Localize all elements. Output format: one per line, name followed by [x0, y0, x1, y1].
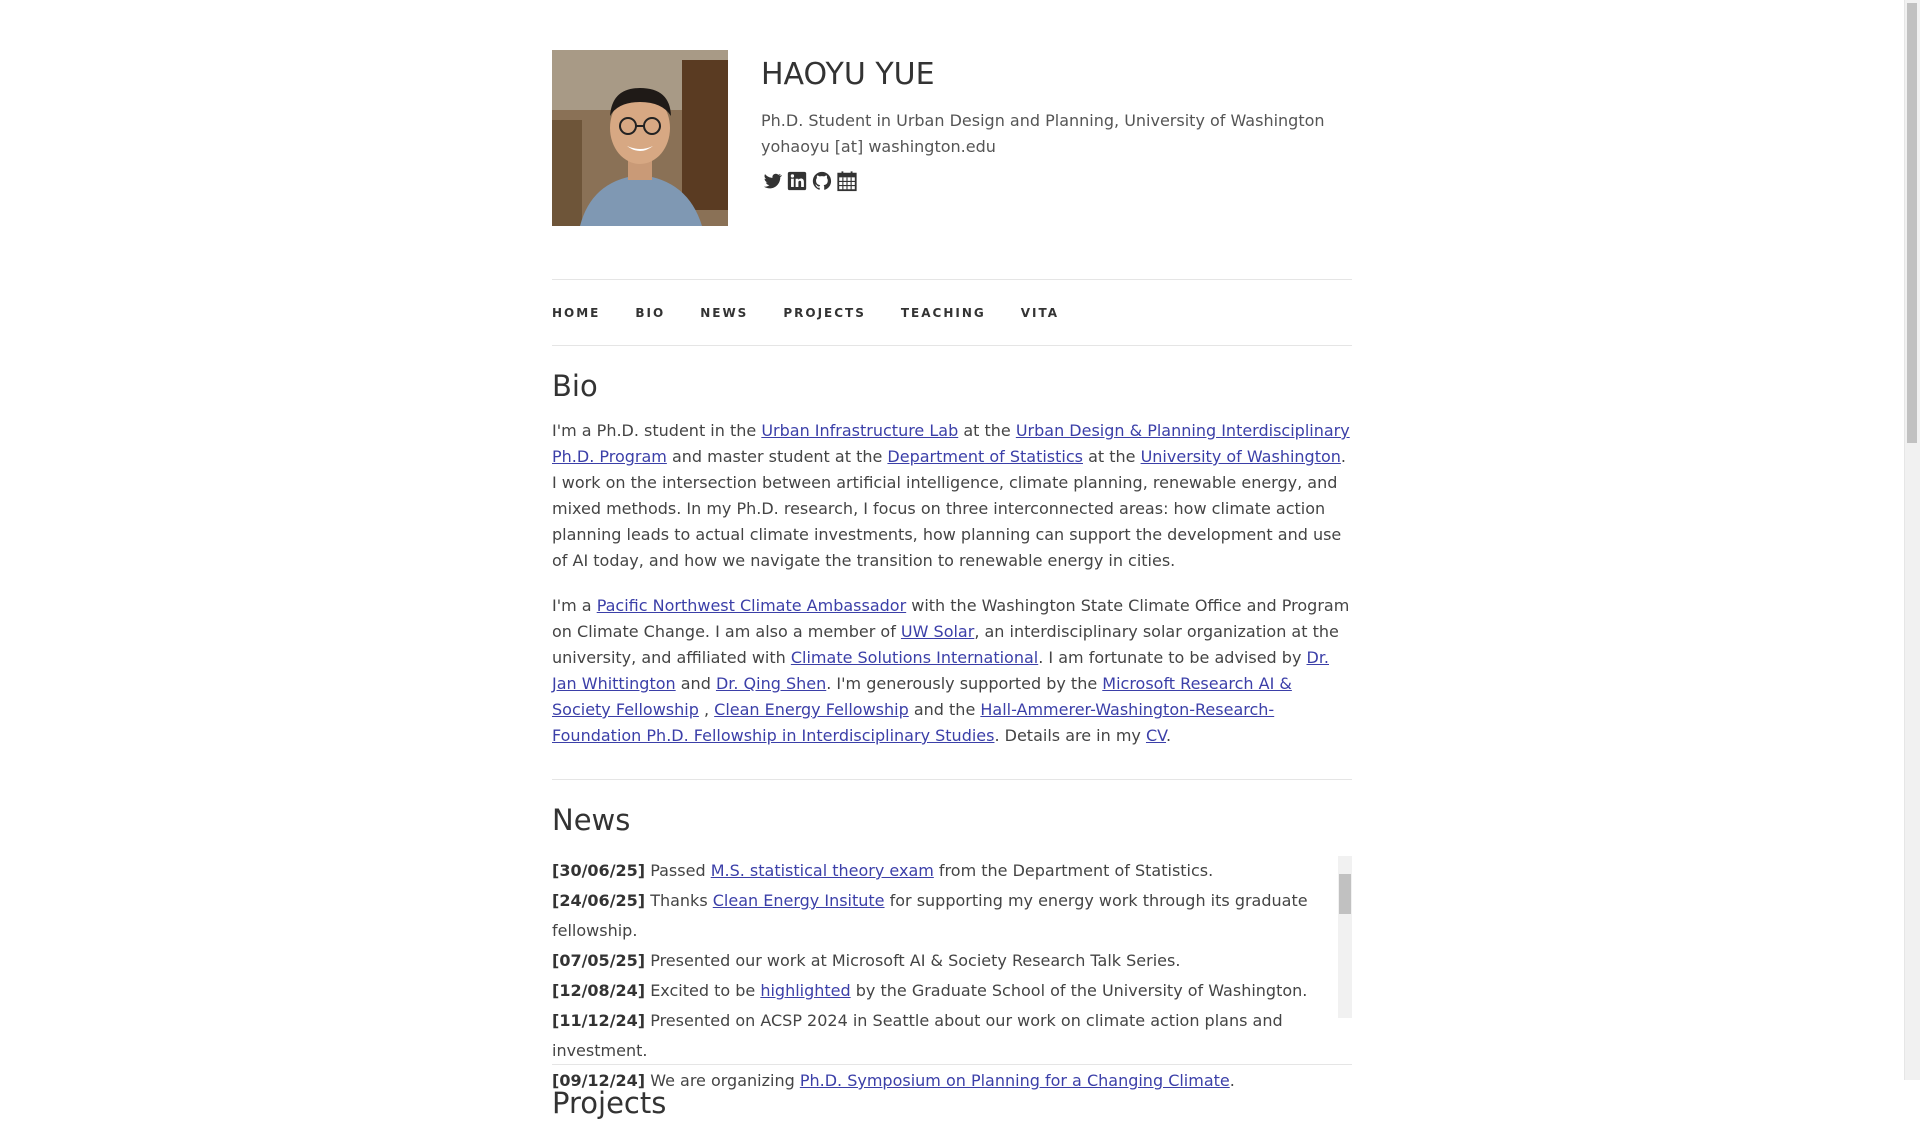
link-shen[interactable]: Dr. Qing Shen [715, 674, 827, 693]
text: . I'm generously supported by the [826, 674, 1103, 693]
text: I'm a [552, 596, 597, 615]
bio-paragraph-1 [552, 418, 1352, 574]
text: and [675, 674, 716, 693]
text: and the [908, 700, 981, 719]
nav-news[interactable]: NEWS [700, 305, 749, 320]
link-phd-program[interactable]: Urban Design & Planning Interdisciplinary Ph.D. Program [552, 421, 1350, 466]
text: Thanks [645, 891, 713, 910]
text: . Details are in my [994, 726, 1146, 745]
text: at the [1082, 447, 1141, 466]
main-nav [552, 279, 1352, 346]
twitter-icon[interactable] [761, 170, 783, 192]
page-scrollbar-thumb[interactable] [1907, 3, 1917, 443]
calendar-icon[interactable] [836, 170, 858, 192]
text: and master student at the [666, 447, 888, 466]
text: by the Graduate School of the University of Washington. [850, 981, 1308, 1000]
text: We are organizing [645, 1071, 800, 1090]
text: for supporting my energy work through its graduate fellowship. [552, 891, 1308, 940]
text: at the [958, 421, 1016, 440]
news-link[interactable]: M.S. statistical theory exam [710, 861, 934, 880]
link-uw[interactable]: University of Washington [1140, 447, 1341, 466]
news-link[interactable]: Clean Energy Insitute [712, 891, 885, 910]
news-date: [07/05/25] [552, 951, 646, 970]
news-section [552, 780, 1352, 1090]
news-date: [11/12/24] [552, 1011, 646, 1030]
news-link[interactable]: Ph.D. Symposium on Planning for a Changing Climate [799, 1071, 1230, 1090]
nav-projects[interactable]: PROJECTS [783, 305, 866, 320]
link-climate-solutions[interactable]: Climate Solutions International [790, 648, 1039, 667]
news-heading: News [552, 803, 631, 837]
nav-bio[interactable]: BIO [635, 305, 666, 320]
link-clean-energy-fellowship[interactable]: Clean Energy Fellowship [714, 700, 909, 719]
text: Passed [645, 861, 711, 880]
news-item [552, 856, 1338, 886]
social-links [761, 170, 1325, 192]
text: Presented on ACSP 2024 in Seattle about our work on climate action plans and investment. [552, 1011, 1283, 1060]
site-header [552, 0, 1352, 279]
text: . [1166, 726, 1172, 745]
job-title: Ph.D. Student in Urban Design and Planning, University of Washington [761, 111, 1325, 130]
nav-teaching[interactable]: TEACHING [900, 305, 986, 320]
avatar [552, 50, 728, 226]
text: , [698, 700, 715, 719]
linkedin-icon[interactable] [786, 170, 808, 192]
bio-section [552, 346, 1352, 749]
news-item [552, 946, 1338, 976]
nav-home[interactable]: HOME [552, 305, 601, 320]
news-item [552, 1006, 1338, 1066]
text: , an interdisciplinary solar organization at the university, and affiliated with [552, 622, 1339, 667]
news-item [552, 1066, 1338, 1096]
text: . I work on the intersection between artificial intelligence, climate planning, renewable energy, and mixed methods. In my Ph.D. research, I focus on three interconnected areas: how climate action planning leads to actual climate investments, how planning can support the development and use of AI today, and how we navigate the transition to renewable energy in cities. [552, 447, 1346, 570]
link-urban-infrastructure-lab[interactable]: Urban Infrastructure Lab [761, 421, 959, 440]
nav-vita[interactable]: VITA [1020, 305, 1060, 320]
text: Excited to be [645, 981, 761, 1000]
text: I'm a Ph.D. student in the [552, 421, 762, 440]
link-msr-fellowship[interactable]: Microsoft Research AI & Society Fellowship [552, 674, 1292, 719]
news-item [552, 976, 1338, 1006]
projects-heading: Projects [552, 1086, 667, 1120]
text: from the Department of Statistics. [933, 861, 1214, 880]
link-uw-solar[interactable]: UW Solar [900, 622, 975, 641]
text: . I am fortunate to be advised by [1038, 648, 1307, 667]
text: . [1229, 1071, 1235, 1090]
link-whittington[interactable]: Dr. Jan Whittington [552, 648, 1330, 693]
github-icon[interactable] [811, 170, 833, 192]
text: Presented our work at Microsoft AI & Society Research Talk Series. [645, 951, 1181, 970]
news-scrollbar-thumb[interactable] [1339, 874, 1351, 914]
identity-block [761, 52, 1325, 192]
news-link[interactable]: highlighted [760, 981, 851, 1000]
link-climate-ambassador[interactable]: Pacific Northwest Climate Ambassador [596, 596, 907, 615]
news-date: [12/08/24] [552, 981, 646, 1000]
news-item [552, 886, 1338, 946]
text: with the Washington State Climate Office and Program on Climate Change. I am also a member of [552, 596, 1350, 641]
news-date: [30/06/25] [552, 861, 646, 880]
news-scroll-box[interactable] [552, 856, 1352, 1090]
link-cv[interactable]: CV [1145, 726, 1167, 745]
bio-heading: Bio [552, 369, 598, 403]
page-scrollbar[interactable] [1904, 0, 1920, 1080]
site-title[interactable]: HAOYU YUE [761, 57, 935, 92]
link-hall-ammerer[interactable]: Hall-Ammerer-Washington-Research-Foundation Ph.D. Fellowship in Interdisciplinary Studies [552, 700, 1275, 745]
email: yohaoyu [at] washington.edu [761, 137, 996, 156]
bio-paragraph-2 [552, 593, 1352, 749]
page-container [552, 0, 1352, 1123]
news-date: [09/12/24] [552, 1071, 646, 1090]
link-dept-statistics[interactable]: Department of Statistics [887, 447, 1083, 466]
news-date: [24/06/25] [552, 891, 646, 910]
